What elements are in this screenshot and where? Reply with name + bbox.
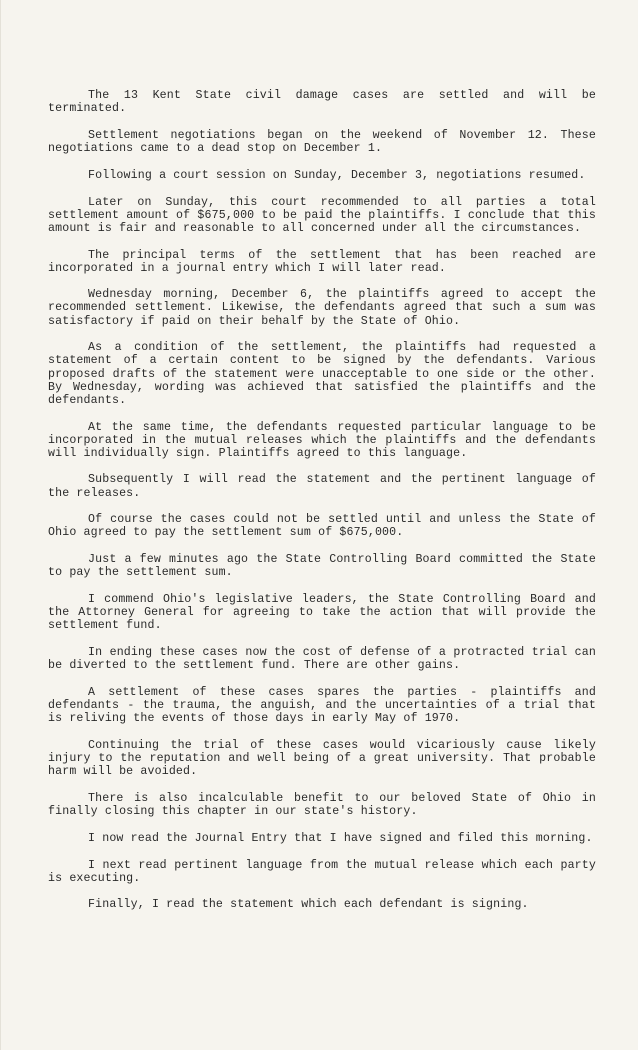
paragraph-4: Later on Sunday, this court recommended to all parties a total settlement amount of $675,000 to be paid the plaintiffs. I conclude that this amount is fair and reasonable to all concerned under all the circumstances. [48, 195, 596, 235]
paragraph-18: I next read pertinent language from the mutual release which each party is executing. [48, 858, 596, 885]
paragraph-1: The 13 Kent State civil damage cases are settled and will be terminated. [48, 89, 596, 116]
document-body [48, 89, 596, 912]
paragraph-12: I commend Ohio's legislative leaders, the State Controlling Board and the Attorney General for agreeing to take the action that will provide the settlement fund. [48, 593, 596, 633]
paragraph-7: As a condition of the settlement, the plaintiffs had requested a statement of a certain content to be signed by the defendants. Various proposed drafts of the statement were unacceptable to one side or the other. By Wednesday, wording was achieved that satisfied the plaintiffs and the defendants. [48, 341, 596, 407]
paragraph-16: There is also incalculable benefit to our beloved State of Ohio in finally closing this chapter in our state's history. [48, 791, 596, 818]
paragraph-17: I now read the Journal Entry that I have signed and filed this morning. [88, 831, 593, 845]
paragraph-8: At the same time, the defendants requested particular language to be incorporated in the mutual releases which the plaintiffs and the defendants will individually sign. Plaintiffs agreed to this language. [48, 420, 596, 460]
paragraph-6: Wednesday morning, December 6, the plaintiffs agreed to accept the recommended settlement. Likewise, the defendants agreed that such a sum was satisfactory if paid on their behalf by the State of Ohio. [48, 288, 596, 328]
paragraph-11: Just a few minutes ago the State Controlling Board committed the State to pay the settlement sum. [48, 553, 596, 580]
paragraph-15: Continuing the trial of these cases would vicariously cause likely injury to the reputation and well being of a great university. That probable harm will be avoided. [48, 738, 596, 779]
paragraph-9: Subsequently I will read the statement and the pertinent language of the releases. [48, 473, 596, 500]
paragraph-3: Following a court session on Sunday, December 3, negotiations resumed. [88, 168, 586, 182]
paragraph-5: The principal terms of the settlement that has been reached are incorporated in a journal entry which I will later read. [48, 248, 596, 275]
paragraph-10: Of course the cases could not be settled until and unless the State of Ohio agreed to pay the settlement sum of $675,000. [48, 513, 596, 540]
paragraph-19: Finally, I read the statement which each defendant is signing. [88, 898, 529, 912]
paragraph-14: A settlement of these cases spares the parties - plaintiffs and defendants - the trauma, the anguish, and the uncertainties of a trial that is reliving the events of those days in early May of 1970. [48, 685, 596, 726]
paragraph-13: In ending these cases now the cost of defense of a protracted trial can be diverted to the settlement fund. There are other gains. [48, 646, 596, 673]
paragraph-2: Settlement negotiations began on the weekend of November 12. These negotiations came to a dead stop on December 1. [48, 128, 596, 155]
